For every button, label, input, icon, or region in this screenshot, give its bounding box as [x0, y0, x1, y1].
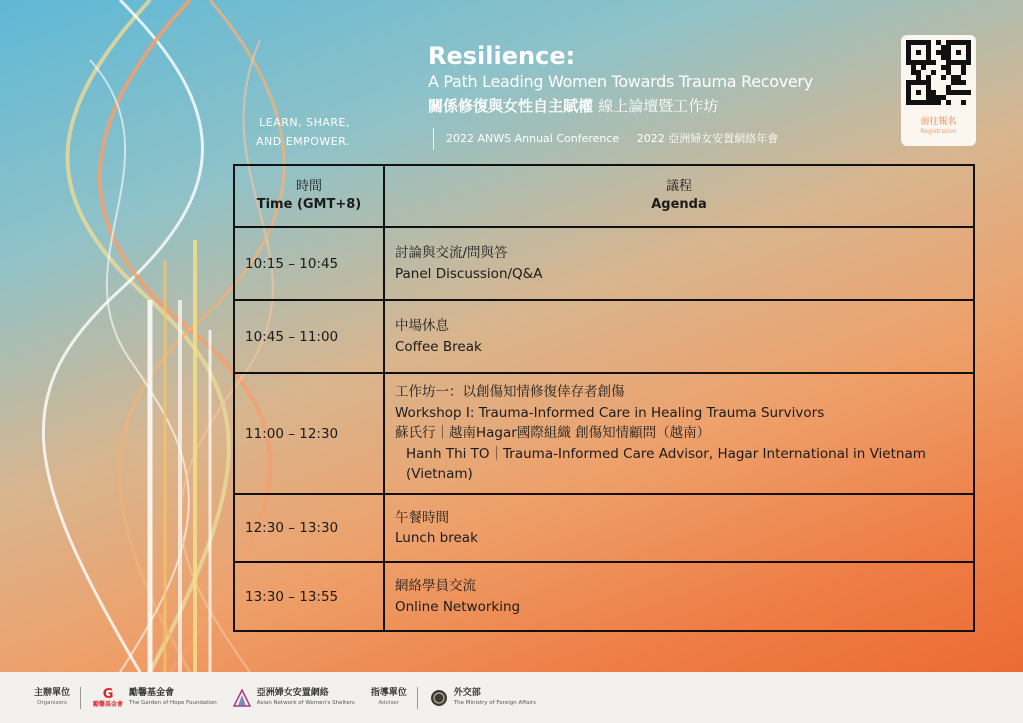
time-cell: 11:00 – 12:30 — [234, 373, 384, 494]
tagline — [228, 113, 350, 151]
page-subtitle: A Path Leading Women Towards Trauma Recovery — [428, 72, 813, 91]
tagline-line-2: AND EMPOWER. — [255, 135, 350, 148]
org-anws — [233, 688, 355, 707]
agenda-header-cn: 議程 — [665, 179, 692, 194]
page-title: Resilience: — [428, 42, 576, 70]
time-cell: 10:45 – 11:00 — [234, 300, 384, 373]
agenda-line: 中場休息 — [395, 318, 449, 334]
agenda-line: 網絡學員交流 — [395, 578, 476, 594]
garden-of-hope-logo: G 勵馨基金會 — [93, 686, 124, 708]
time-cell: 13:30 – 13:55 — [234, 562, 384, 631]
organizers-label — [34, 688, 70, 707]
org1-name-cn: 勵馨基金會 — [129, 688, 175, 698]
chinese-title — [428, 95, 813, 117]
conference-line — [433, 128, 792, 150]
agenda-line: Panel Discussion/Q&A — [395, 265, 543, 282]
agenda-cell — [384, 562, 974, 631]
table-row — [234, 227, 974, 300]
time-header — [234, 165, 384, 227]
org1-name-en: The Garden of Hope Foundation — [129, 700, 217, 706]
conference-cn: 2022 亞洲婦女安置網絡年會 — [636, 132, 779, 145]
adviser-group — [371, 687, 552, 709]
agenda-cell — [384, 373, 974, 494]
agenda-line: 工作坊一：以創傷知情修復倖存者創傷 — [395, 384, 625, 401]
registration-label-en[interactable]: Registration — [920, 128, 957, 135]
conference-en: 2022 ANWS Annual Conference — [446, 132, 620, 145]
organizers-group — [34, 687, 371, 709]
agenda-cell — [384, 300, 974, 373]
divider — [80, 687, 81, 709]
agenda-line: Workshop I: Trauma-Informed Care in Healing Trauma Survivors — [395, 404, 825, 421]
adviser-label-cn: 指導單位 — [370, 688, 407, 698]
anws-logo-icon — [233, 689, 251, 707]
registration-qr-card[interactable] — [901, 35, 976, 146]
chinese-title-rest: 線上論壇暨工作坊 — [598, 97, 719, 115]
agenda-line: Lunch break — [395, 530, 478, 546]
registration-label[interactable]: 前往報名 — [920, 117, 957, 127]
qr-code-icon[interactable] — [906, 40, 971, 105]
divider — [417, 687, 418, 709]
agenda-line: 蘇氏行｜越南Hagar國際組織 創傷知情顧問（越南） — [395, 425, 711, 442]
adviser-label-en: Adviser — [378, 700, 399, 706]
organizers-label-en: Organizers — [37, 700, 67, 706]
time-header-cn: 時間 — [295, 179, 322, 194]
agenda-line: 午餐時間 — [395, 509, 449, 526]
org3-name-en: The Ministry of Foreign Affairs — [453, 700, 537, 706]
agenda-header — [384, 165, 974, 227]
agenda-table — [233, 164, 975, 632]
table-row — [234, 373, 974, 494]
org3-name-cn: 外交部 — [453, 688, 481, 698]
agenda-line-indented: Hanh Thi TO｜Trauma-Informed Care Advisor, Hagar International in Vietnam (Vietnam) — [406, 445, 926, 483]
org2-name-en: Asian Network of Women's Shelters — [256, 700, 355, 706]
adviser-label — [371, 688, 407, 707]
agenda-line: Online Networking — [395, 598, 521, 615]
time-cell: 12:30 – 13:30 — [234, 494, 384, 562]
title-block — [428, 42, 813, 117]
agenda-cell — [384, 227, 974, 300]
agenda-line: 討論與交流/問與答 — [395, 245, 508, 261]
org-garden-of-hope — [93, 688, 217, 708]
time-header-en: Time (GMT+8) — [256, 197, 362, 212]
agenda-cell — [384, 494, 974, 562]
org2-name-cn: 亞洲婦女安置網絡 — [256, 688, 329, 698]
agenda-line: Coffee Break — [395, 338, 482, 355]
table-row — [234, 300, 974, 373]
org-mofa — [430, 688, 536, 707]
agenda-header-row — [234, 165, 974, 227]
chinese-title-bold: 關係修復與女性自主賦權 — [428, 97, 594, 115]
table-row — [234, 562, 974, 631]
organizers-label-cn: 主辦單位 — [34, 688, 71, 698]
footer-bar — [0, 672, 1023, 723]
mofa-seal-icon — [430, 689, 448, 707]
time-cell: 10:15 – 10:45 — [234, 227, 384, 300]
agenda-header-en: Agenda — [651, 197, 707, 212]
table-row — [234, 494, 974, 562]
tagline-line-1: LEARN, SHARE, — [259, 116, 350, 129]
